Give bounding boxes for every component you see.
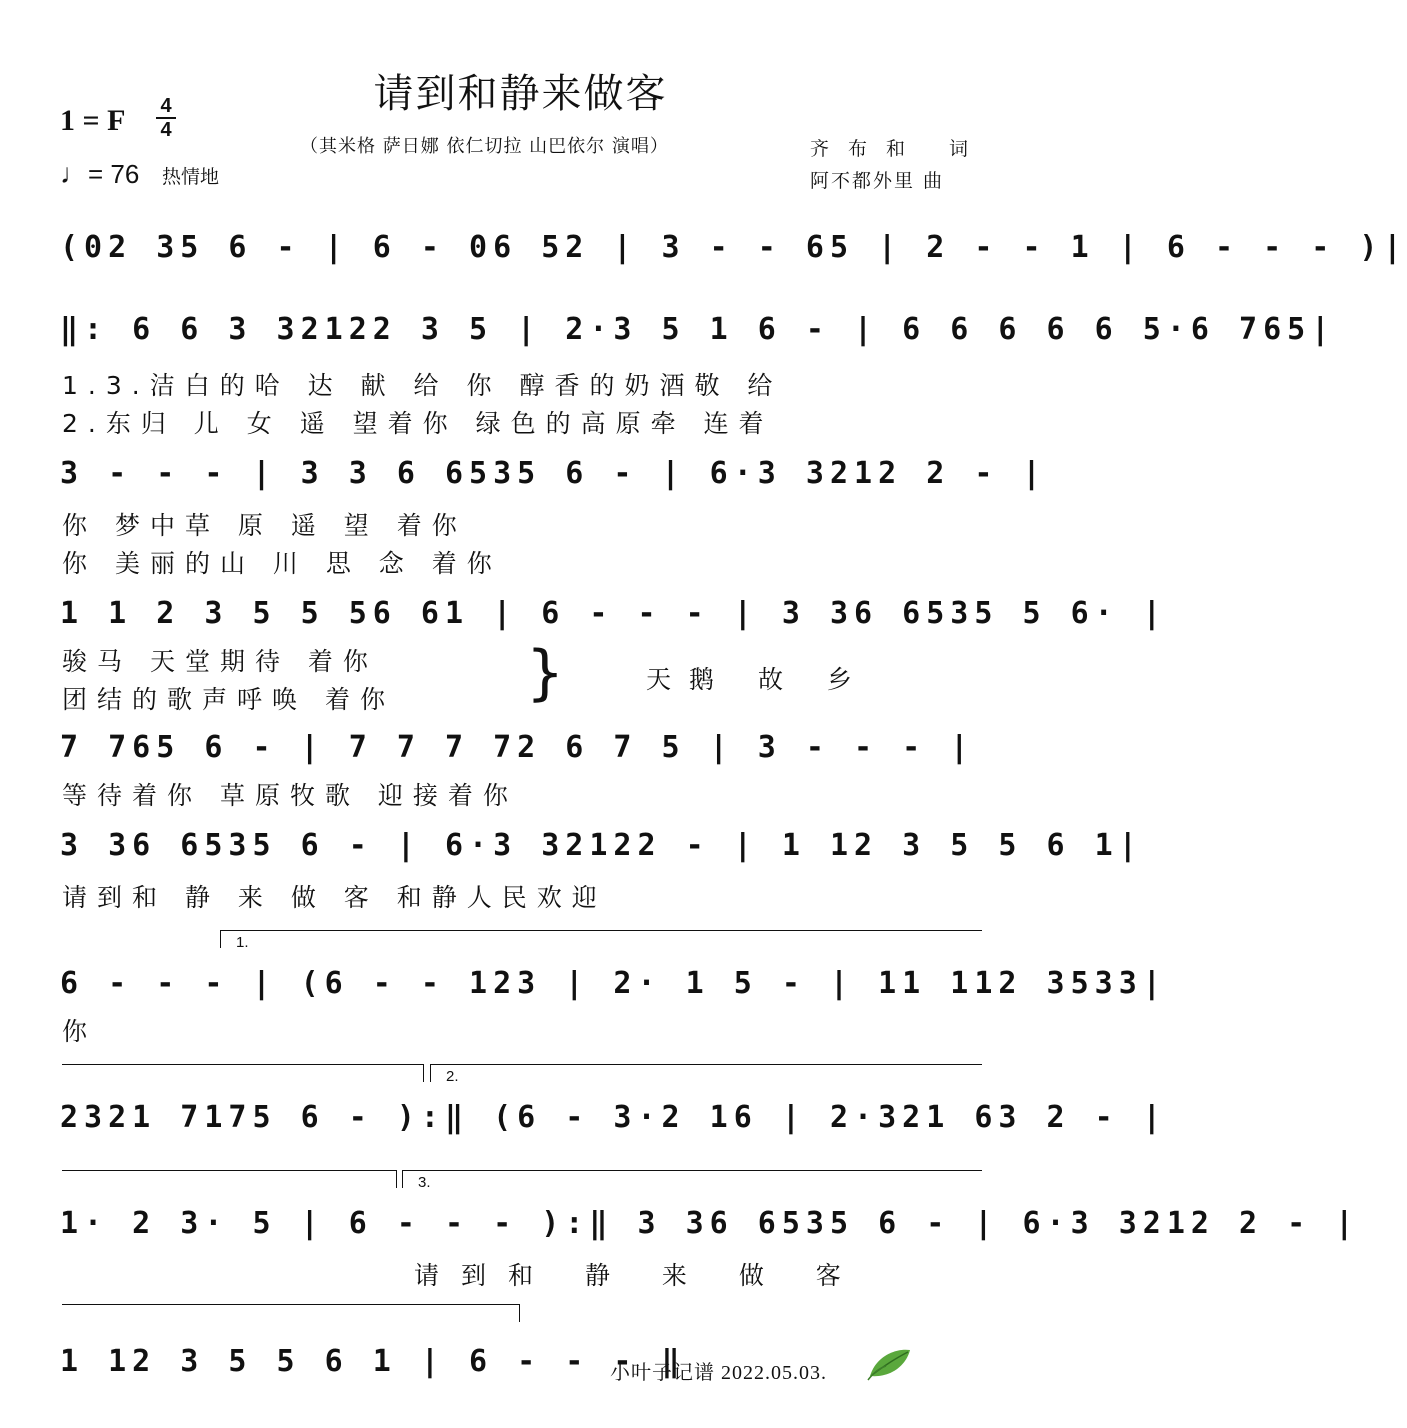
time-signature-bottom: 4 [160, 119, 172, 141]
lyric-line-2b: 你 美丽的山 川 思 念 着你 [62, 549, 502, 578]
volta-3-label: 3. [418, 1174, 431, 1191]
lyric-line-3a: 骏马 天堂期待 着你 [62, 647, 378, 676]
lyric-line-1a: 1.3.洁白的哈 达 献 给 你 醇香的奶酒敬 给 [62, 371, 783, 400]
notation-row-7: 2321 7175 6 - ):‖ (6 - 3·2 16 | 2·321 63 2 - | [60, 1100, 1167, 1135]
notation-row-intro: (02 35 6 - | 6 - 06 52 | 3 - - 65 | 2 - - 1 | 6 - - - )| [60, 230, 1407, 265]
composer-credit: 阿不都外里 曲 [810, 170, 945, 192]
notation-row-5: 3 36 6535 6 - | 6·3 32122 - | 1 12 3 5 5 6 1| [60, 828, 1143, 863]
brace-icon: } [526, 638, 565, 708]
transcriber-credit: 小叶子记谱 2022.05.03. [610, 1362, 827, 1384]
lyric-side-3: 天鹅 故 乡 [646, 665, 870, 694]
lyricist-credit: 齐布和 词 [810, 138, 988, 160]
lyric-line-6a: 你 [62, 1017, 98, 1046]
time-signature [156, 96, 176, 140]
tempo-marking [60, 158, 139, 190]
lyric-line-5a: 请到和 静 来 做 客 和静人民欢迎 [62, 883, 607, 912]
notation-row-9: 1 12 3 5 5 6 1 | 6 - - - ‖ [60, 1344, 686, 1379]
quarter-note-icon: ♩ [60, 158, 88, 189]
volta-1-label: 1. [236, 934, 249, 951]
tempo-value: = 76 [88, 159, 140, 189]
singers-credit: （其米格 萨日娜 依仁切拉 山巴依尔 演唱） [300, 136, 669, 157]
lyric-line-8a: 请到和 静 来 做 客 [414, 1261, 863, 1290]
notation-row-1: ‖: 6 6 3 32122 3 5 | 2·3 5 1 6 - | 6 6 6 6 6 5·6 765| [60, 312, 1336, 347]
lyric-line-2a: 你 梦中草 原 遥 望 着你 [62, 511, 467, 540]
key-signature: 1 = F [60, 104, 126, 137]
notation-row-6: 6 - - - | (6 - - 123 | 2· 1 5 - | 11 112 3533| [60, 966, 1167, 1001]
notation-row-4: 7 765 6 - | 7 7 7 72 6 7 5 | 3 - - - | [60, 730, 975, 765]
notation-row-2: 3 - - - | 3 3 6 6535 6 - | 6·3 3212 2 - | [60, 456, 1047, 491]
notation-row-3: 1 1 2 3 5 5 56 61 | 6 - - - | 3 36 6535 5 6· | [60, 596, 1167, 631]
tempo-expression: 热情地 [162, 166, 220, 188]
lyric-line-4a: 等待着你 草原牧歌 迎接着你 [62, 781, 518, 810]
lyric-line-1b: 2.东归 儿 女 遥 望着你 绿色的高原牵 连着 [62, 409, 774, 438]
time-signature-top: 4 [160, 95, 172, 117]
leaf-icon [866, 1346, 914, 1382]
volta-2-label: 2. [446, 1068, 459, 1085]
lyric-line-3b: 团结的歌声呼唤 着你 [62, 685, 395, 714]
notation-row-8: 1· 2 3· 5 | 6 - - - ):‖ 3 36 6535 6 - | 6·3 3212 2 - | [60, 1206, 1360, 1241]
song-title: 请到和静来做客 [373, 71, 668, 117]
